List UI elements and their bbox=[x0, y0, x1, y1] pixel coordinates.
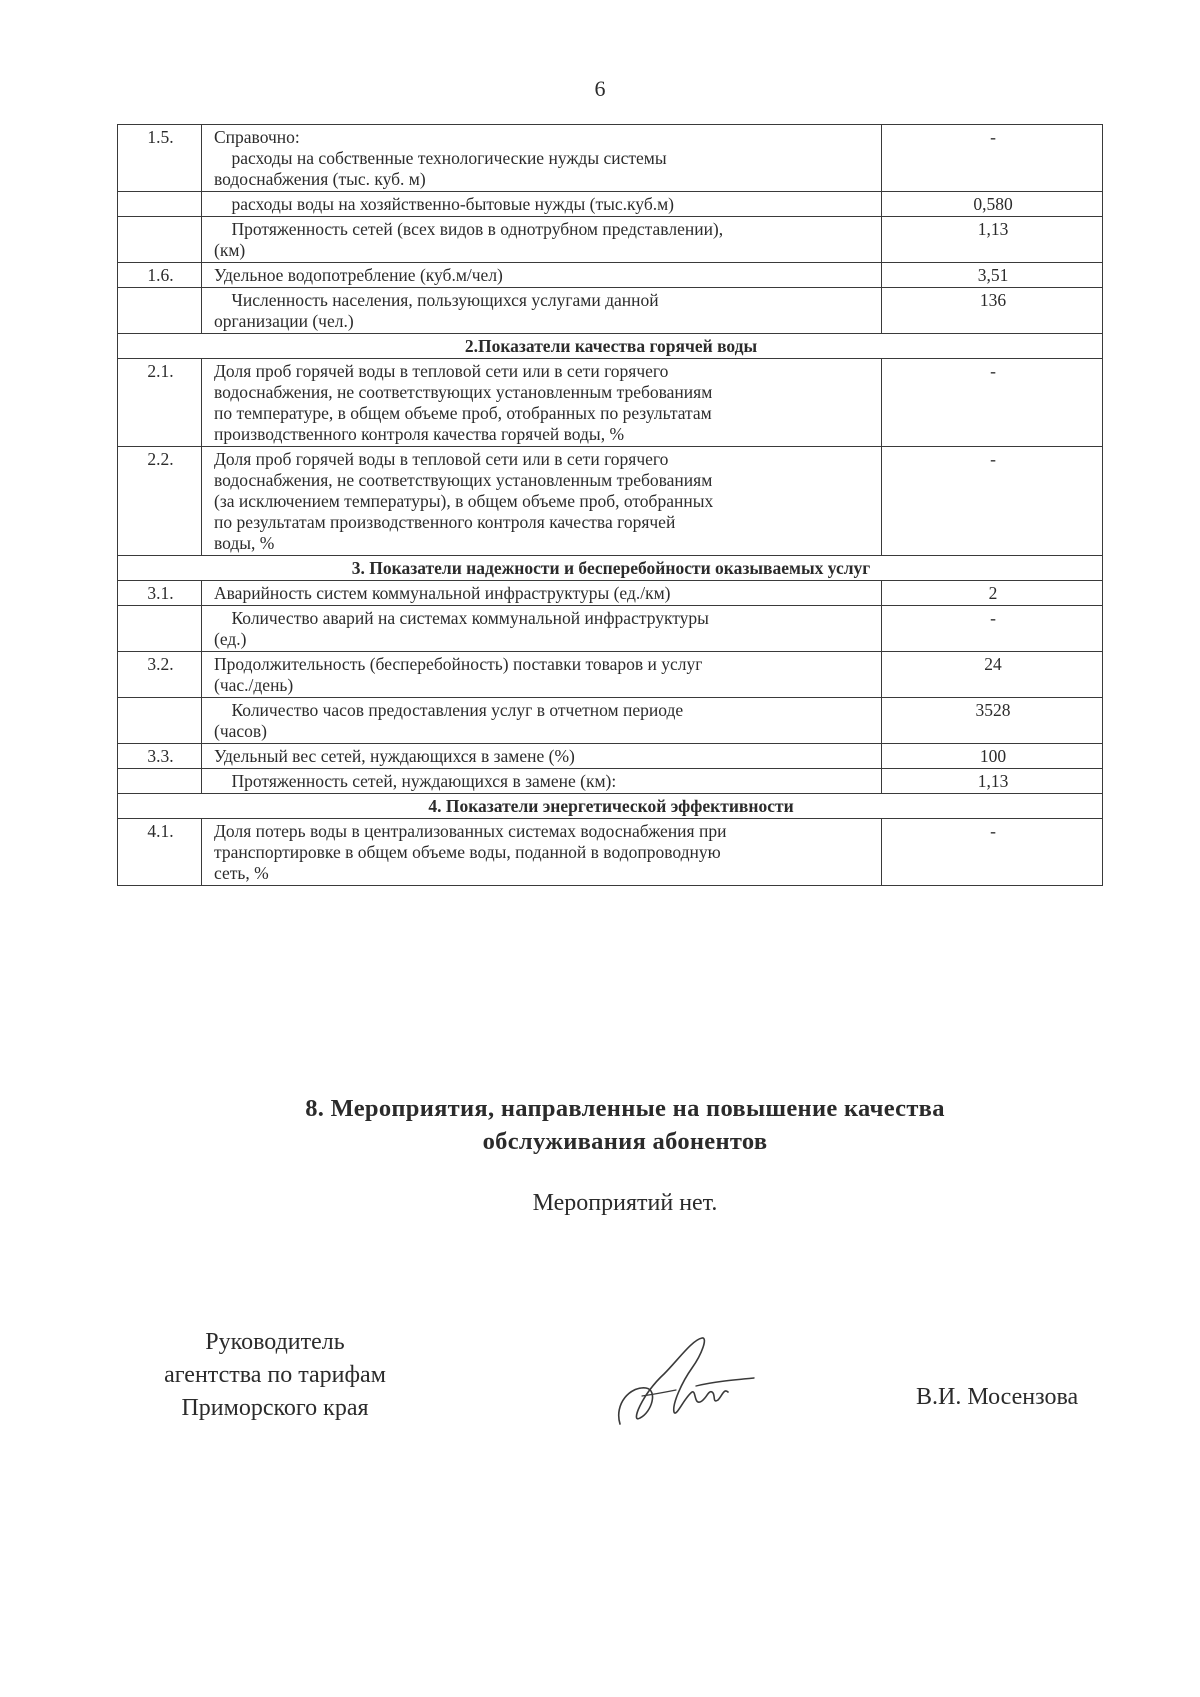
description-line: Доля проб горячей воды в тепловой сети или в сети горячего bbox=[214, 449, 669, 469]
signer-title bbox=[130, 1326, 420, 1425]
table-row bbox=[118, 606, 1103, 652]
item-number: 2.2. bbox=[118, 447, 202, 556]
table-row bbox=[118, 447, 1103, 556]
indicator-value: 3528 bbox=[882, 698, 1103, 744]
indicator-value: - bbox=[882, 447, 1103, 556]
indicator-value: 100 bbox=[882, 744, 1103, 769]
indicator-description bbox=[202, 359, 882, 447]
indicator-description bbox=[202, 192, 882, 217]
section-header-row bbox=[118, 556, 1103, 581]
indicator-value: 1,13 bbox=[882, 769, 1103, 794]
description-line: (час./день) bbox=[214, 675, 294, 695]
description-line: водоснабжения (тыс. куб. м) bbox=[214, 169, 426, 189]
description-line: (ед.) bbox=[214, 629, 247, 649]
description-line: Доля проб горячей воды в тепловой сети или в сети горячего bbox=[214, 361, 669, 381]
item-number bbox=[118, 606, 202, 652]
item-number: 2.1. bbox=[118, 359, 202, 447]
indicator-value: - bbox=[882, 819, 1103, 886]
section-title: 2.Показатели качества горячей воды bbox=[118, 334, 1103, 359]
indicator-description bbox=[202, 447, 882, 556]
item-number bbox=[118, 217, 202, 263]
no-measures-text: Мероприятий нет. bbox=[532, 1190, 718, 1216]
table-row bbox=[118, 652, 1103, 698]
item-number: 3.3. bbox=[118, 744, 202, 769]
indicator-description bbox=[202, 125, 882, 192]
table-row bbox=[118, 698, 1103, 744]
table-row bbox=[118, 581, 1103, 606]
signer-title-line: Руководитель bbox=[205, 1329, 345, 1355]
indicator-value: - bbox=[882, 606, 1103, 652]
description-line: по результатам производственного контроля качества горячей bbox=[214, 512, 676, 532]
item-number bbox=[118, 288, 202, 334]
indicator-description bbox=[202, 288, 882, 334]
table-row bbox=[118, 744, 1103, 769]
item-number: 1.5. bbox=[118, 125, 202, 192]
indicator-value: - bbox=[882, 125, 1103, 192]
description-line: Продолжительность (бесперебойность) поставки товаров и услуг bbox=[214, 654, 703, 674]
description-line: Удельный вес сетей, нуждающихся в замене (%) bbox=[214, 746, 575, 766]
description-line: расходы на собственные технологические нужды системы bbox=[214, 148, 667, 168]
description-line: Протяженность сетей, нуждающихся в замене (км): bbox=[214, 771, 617, 791]
item-number bbox=[118, 769, 202, 794]
indicator-description bbox=[202, 819, 882, 886]
section-8-heading-line: 8. Мероприятия, направленные на повышение качества bbox=[305, 1095, 945, 1122]
indicator-description bbox=[202, 652, 882, 698]
item-number bbox=[118, 698, 202, 744]
indicator-description bbox=[202, 217, 882, 263]
item-number: 4.1. bbox=[118, 819, 202, 886]
indicator-value: 2 bbox=[882, 581, 1103, 606]
description-line: водоснабжения, не соответствующих установленным требованиям bbox=[214, 470, 713, 490]
signer-title-line: агентства по тарифам bbox=[164, 1362, 386, 1388]
section-title: 3. Показатели надежности и бесперебойности оказываемых услуг bbox=[118, 556, 1103, 581]
description-line: производственного контроля качества горячей воды, % bbox=[214, 424, 625, 444]
item-number bbox=[118, 192, 202, 217]
description-line: (км) bbox=[214, 240, 246, 260]
section-header-row bbox=[118, 334, 1103, 359]
description-line: сеть, % bbox=[214, 863, 269, 883]
table-row bbox=[118, 217, 1103, 263]
section-8-heading-line: обслуживания абонентов bbox=[482, 1128, 768, 1155]
description-line: по температуре, в общем объеме проб, отобранных по результатам bbox=[214, 403, 712, 423]
signer-title-line: Приморского края bbox=[181, 1395, 369, 1421]
table-row bbox=[118, 288, 1103, 334]
indicator-description bbox=[202, 744, 882, 769]
section-header-row bbox=[118, 794, 1103, 819]
description-line: Количество часов предоставления услуг в отчетном периоде bbox=[214, 700, 684, 720]
indicator-description bbox=[202, 581, 882, 606]
description-line: Аварийность систем коммунальной инфраструктуры (ед./км) bbox=[214, 583, 671, 603]
table-row bbox=[118, 263, 1103, 288]
indicator-value: 3,51 bbox=[882, 263, 1103, 288]
description-line: транспортировке в общем объеме воды, поданной в водопроводную bbox=[214, 842, 721, 862]
indicators-table bbox=[117, 124, 1103, 886]
table-row bbox=[118, 125, 1103, 192]
indicator-description bbox=[202, 263, 882, 288]
item-number: 3.1. bbox=[118, 581, 202, 606]
item-number: 3.2. bbox=[118, 652, 202, 698]
table-row bbox=[118, 819, 1103, 886]
indicator-value: 1,13 bbox=[882, 217, 1103, 263]
indicator-value: 136 bbox=[882, 288, 1103, 334]
item-number: 1.6. bbox=[118, 263, 202, 288]
description-line: организации (чел.) bbox=[214, 311, 354, 331]
table-row bbox=[118, 192, 1103, 217]
table-row bbox=[118, 359, 1103, 447]
description-line: (часов) bbox=[214, 721, 268, 741]
description-line: расходы воды на хозяйственно-бытовые нужды (тыс.куб.м) bbox=[214, 194, 674, 214]
signer-name: В.И. Мосензова bbox=[916, 1384, 1079, 1410]
description-line: водоснабжения, не соответствующих установленным требованиям bbox=[214, 382, 713, 402]
description-line: Удельное водопотребление (куб.м/чел) bbox=[214, 265, 503, 285]
description-line: Справочно: bbox=[214, 127, 300, 147]
indicator-value: - bbox=[882, 359, 1103, 447]
indicator-value: 24 bbox=[882, 652, 1103, 698]
indicator-value: 0,580 bbox=[882, 192, 1103, 217]
page-number: 6 bbox=[594, 76, 606, 101]
description-line: Доля потерь воды в централизованных системах водоснабжения при bbox=[214, 821, 727, 841]
description-line: Численность населения, пользующихся услугами данной bbox=[214, 290, 659, 310]
description-line: Протяженность сетей (всех видов в однотрубном представлении), bbox=[214, 219, 724, 239]
indicator-description bbox=[202, 769, 882, 794]
description-line: Количество аварий на системах коммунальной инфраструктуры bbox=[214, 608, 709, 628]
description-line: воды, % bbox=[214, 533, 275, 553]
description-line: (за исключением температуры), в общем объеме проб, отобранных bbox=[214, 491, 714, 511]
section-8-heading bbox=[0, 1092, 1200, 1158]
table-row bbox=[118, 769, 1103, 794]
section-title: 4. Показатели энергетической эффективности bbox=[118, 794, 1103, 819]
indicator-description bbox=[202, 698, 882, 744]
indicator-description bbox=[202, 606, 882, 652]
handwritten-signature bbox=[612, 1334, 762, 1434]
